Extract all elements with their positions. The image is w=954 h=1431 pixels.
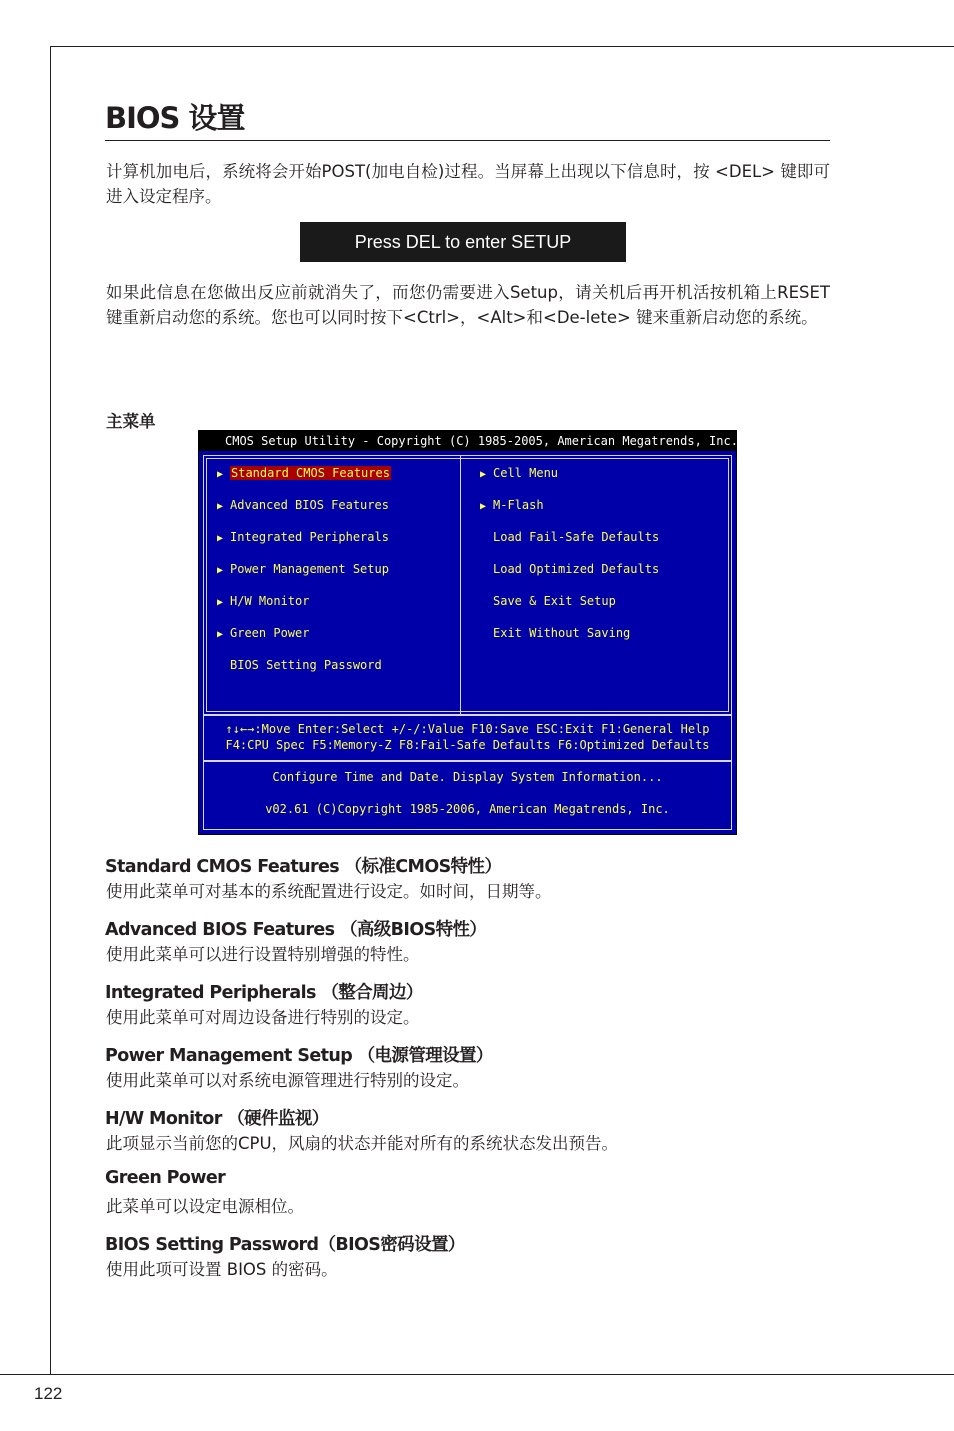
desc-body-power-management: 使用此菜单可以对系统电源管理进行特别的设定。 [106,1071,469,1090]
bios-item-integrated-peripherals[interactable] [217,529,389,545]
del-message-box [300,222,626,262]
triangle-right-icon: ▶ [217,565,224,576]
triangle-right-icon: ▶ [217,597,224,608]
bios-item-label: Exit Without Saving [493,626,631,640]
desc-title-advanced-bios: Advanced BIOS Features （高级BIOS特性） [105,920,487,940]
bios-item-exit-without-saving[interactable] [480,625,630,641]
desc-body-advanced-bios: 使用此菜单可以进行设置特别增强的特性。 [106,945,420,964]
desc-title-green-power: Green Power [105,1168,226,1188]
desc-title-hw-monitor: H/W Monitor （硬件监视） [105,1109,329,1129]
bios-item-label: Advanced BIOS Features [230,498,389,512]
bios-item-green-power[interactable] [217,625,309,641]
bios-item-label: M-Flash [493,498,544,512]
desc-body-integrated-peripherals: 使用此菜单可对周边设备进行特别的设定。 [106,1008,420,1027]
bios-item-label: Save & Exit Setup [493,594,616,608]
bios-item-label: Load Fail-Safe Defaults [493,530,660,544]
bios-item-load-fail-safe-defaults[interactable] [480,529,659,545]
bios-keys-panel [203,715,732,761]
desc-title-bios-password: BIOS Setting Password（BIOS密码设置） [105,1235,465,1255]
frame-top-line [50,46,954,47]
desc-body-bios-password: 使用此项可设置 BIOS 的密码。 [106,1260,338,1279]
reset-paragraph: 如果此信息在您做出反应前就消失了，而您仍需要进入Setup，请关机后再开机活按机箱上RESET键重新启动您的系统。您也可以同时按下<Ctrl>，<Alt>和<De-lete> 键来重新启动您的系统。 [106,283,830,327]
frame-bottom-line [0,1374,954,1375]
bios-item-cell-menu[interactable] [480,465,558,481]
desc-body-standard-cmos: 使用此菜单可对基本的系统配置进行设定。如时间，日期等。 [106,882,552,901]
bios-item-standard-cmos-features[interactable] [217,465,391,481]
bios-version-line: v02.61 (C)Copyright 1985-2006, American Megatrends, Inc. [265,802,670,816]
bios-item-label: Cell Menu [493,466,559,480]
page-number: 122 [34,1384,63,1403]
bios-menu-divider [460,455,461,715]
bios-item-label: Load Optimized Defaults [493,562,660,576]
bios-item-bios-setting-password[interactable] [217,657,382,673]
desc-body-hw-monitor: 此项显示当前您的CPU，风扇的状态并能对所有的系统状态发出预告。 [106,1134,619,1153]
desc-title-standard-cmos: Standard CMOS Features （标准CMOS特性） [105,857,502,877]
triangle-right-icon: ▶ [480,501,487,512]
frame-left-line [50,46,51,1375]
bios-item-save-exit-setup[interactable] [480,593,616,609]
desc-title-power-management: Power Management Setup （电源管理设置） [105,1046,493,1066]
bios-item-label: H/W Monitor [230,594,310,608]
bios-item-label: Integrated Peripherals [230,530,389,544]
triangle-right-icon: ▶ [217,501,224,512]
triangle-right-icon: ▶ [217,533,224,544]
bios-item-label: Power Management Setup [230,562,389,576]
desc-body-green-power: 此菜单可以设定电源相位。 [106,1197,304,1216]
triangle-right-icon: ▶ [217,629,224,640]
desc-title-integrated-peripherals: Integrated Peripherals （整合周边） [105,983,423,1003]
bios-help-line: Configure Time and Date. Display System Information... [272,770,663,784]
bios-item-label: Standard CMOS Features [231,466,390,480]
bios-keys-line-2: F4:CPU Spec F5:Memory-Z F8:Fail-Safe Defaults F6:Optimized Defaults [225,738,710,752]
bios-screen [198,430,737,835]
bios-item-label: BIOS Setting Password [230,658,382,672]
page-title: BIOS 设置 [105,101,245,135]
title-rule [105,140,830,141]
bios-keys-line-1: ↑↓←→:Move Enter:Select +/-/:Value F10:Save ESC:Exit F1:General Help [225,722,710,736]
bios-title-bar: CMOS Setup Utility - Copyright (C) 1985-2005, American Megatrends, Inc. [199,431,736,451]
bios-menu-panel [203,455,732,715]
bios-item-label: Green Power [230,626,310,640]
bios-item-advanced-bios-features[interactable] [217,497,389,513]
intro-paragraph: 计算机加电后，系统将会开始POST(加电自检)过程。当屏幕上出现以下信息时，按 <DEL> 键即可进入设定程序。 [106,162,830,206]
bios-item-m-flash[interactable] [480,497,544,513]
bios-item-load-optimized-defaults[interactable] [480,561,659,577]
triangle-right-icon: ▶ [480,469,487,480]
main-menu-heading: 主菜单 [106,412,156,431]
del-message-text: Press DEL to enter SETUP [354,231,572,252]
bios-info-panel [203,761,732,830]
triangle-right-icon: ▶ [217,469,224,480]
bios-item-power-management-setup[interactable] [217,561,389,577]
bios-item-hw-monitor[interactable] [217,593,309,609]
